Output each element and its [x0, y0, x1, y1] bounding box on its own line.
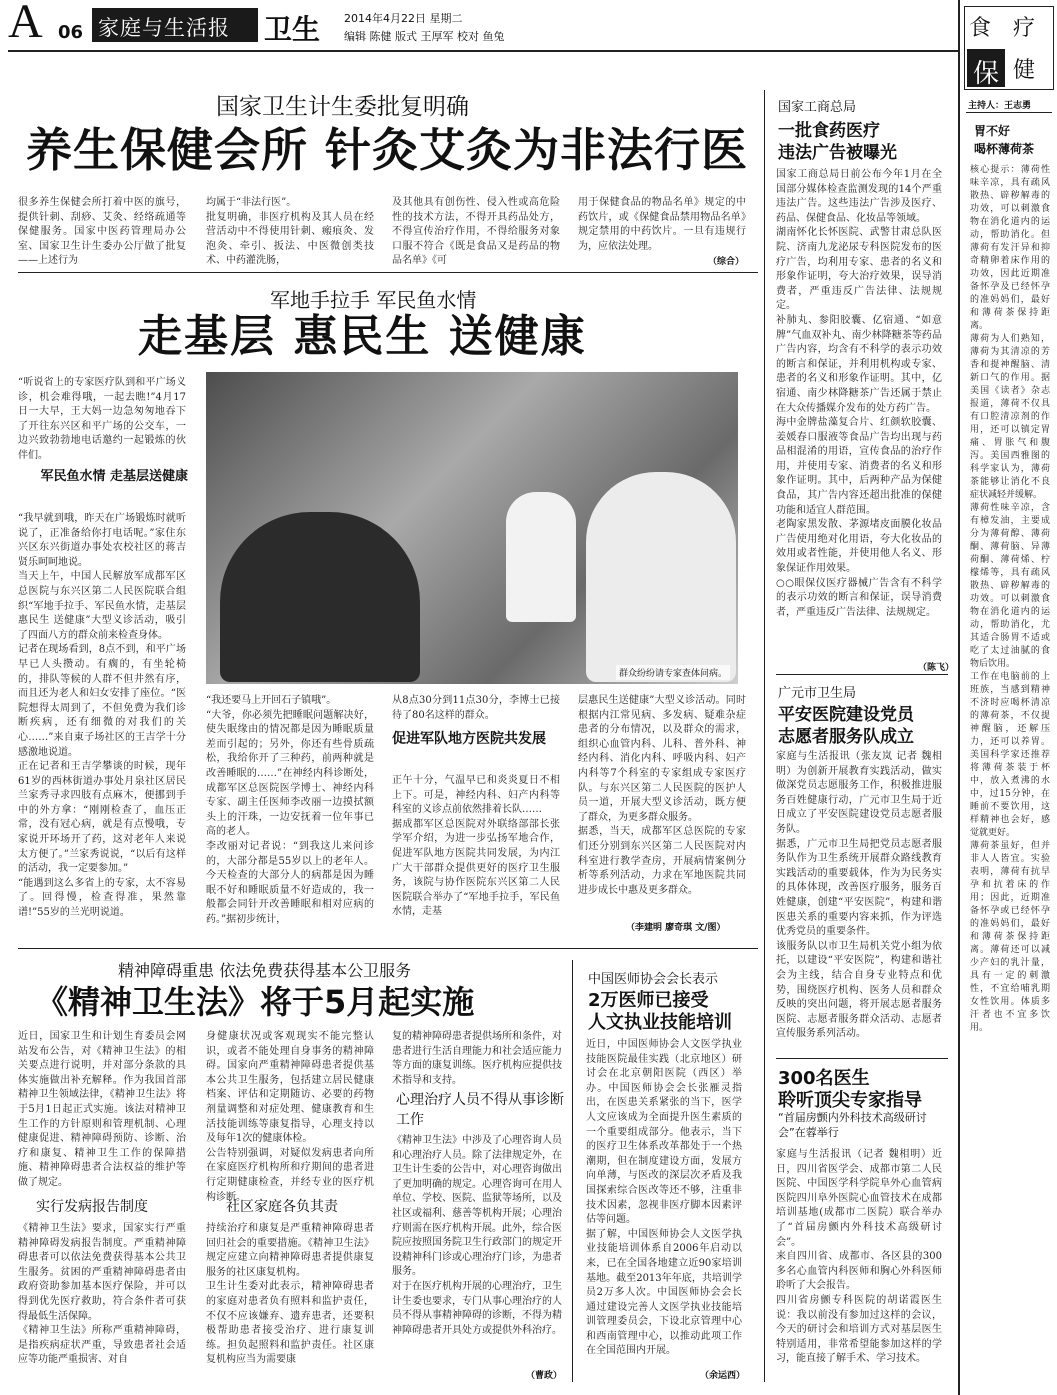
- article7-body: 家庭与生活报讯（记者 魏相明）近日，四川省医学会、成都市第二人民医院、中国医学科学院阜外心血管病医院四川阜外医院心血管技术在成都培训基地(成都市二医院）联合举办了“首届房颤内外科技术高级研讨会”。 来自四川省、成都市、各区县的300多名心血管内科医师和胸心外科医师聆听了大会报告。 四川省房颤专科医院的胡诺霞医生说：我以前没有参加过这样的会议，今天的研讨会和培训方式对基层医生特别适用，非常希望能参加这样的学习，能直接了解手术、学习技术。: [776, 1149, 942, 1365]
- masthead: [0, 0, 960, 50]
- article7-headline-line2: 聆听顶尖专家指导: [778, 1090, 922, 1111]
- paper-name-box: [92, 8, 258, 42]
- article6-kicker: 广元市卫生局: [778, 686, 857, 701]
- article7-deck: “首届房颤内外科技术高级研讨会”在蓉举行: [778, 1111, 927, 1139]
- masthead-rule: [8, 50, 958, 52]
- rule-a2-bottom: [18, 948, 758, 949]
- article3-col-2: 身健康状况或客观现实不能完整认识，或者不能处理自身事务的精神障碍。国家向严重精神障碍患者提供基本公共卫生服务，包括建立居民健康档案、评估和定期随访、必要的药物剂量调整和对症处理、健康教育和生活技能训练等康复指导，心理支持以及每年1次的健康体检。 公告特别强调，对疑似发病患者向所在家庭医疗机构所和疗期间的患者进行定期健康检查，并经专业的医疗机构诊断。: [206, 1031, 374, 1203]
- sidebar-host: 主持人：王志勇: [968, 101, 1032, 111]
- article1-signoff: （综合）: [708, 257, 745, 267]
- article3-signoff: （曹政）: [526, 1371, 563, 1381]
- article3-kicker: 精神障碍重患 依法免费获得基本公卫服务: [118, 961, 412, 980]
- article3-subhead-3: 心理治疗人员不得从事诊断工作: [396, 1092, 564, 1128]
- article3-col-3-top: 复的精神障碍患者提供场所和条件，对患者进行生活自理能力和社会适应能力等方面的康复训练。医疗机构应提供技术指导和支持。: [392, 1031, 562, 1086]
- article1-col-3: 及其他具有创伤性、侵入性或高危险性的技术方法，不得开具药品处方，不得宣传治疗作用，不得给服务对象口服不符合《既是食品又是药品的物品名单》《可: [392, 197, 560, 267]
- article2-signoff: （李建明 廖奇琪 文/图）: [626, 923, 726, 933]
- article6-headline-line2: 志愿者服务队成立: [778, 727, 914, 747]
- clinic-photo: [206, 372, 738, 684]
- sidebar-logo: [964, 6, 1054, 90]
- article3-subhead-2: 社区家庭各负其责: [226, 1199, 338, 1215]
- article1-kicker: 国家卫生计生委批复明确: [216, 94, 469, 120]
- rule-a1-bottom: [18, 272, 758, 273]
- article2-col-3-top: 从8点30分到11点30分，李博士已接待了80名这样的群众。: [392, 695, 560, 721]
- photo-figure-nurse: [506, 492, 576, 622]
- article3-headline: 《精神卫生法》将于5月起实施: [36, 983, 475, 1021]
- article2-col-2: “我还要马上开回石子镇哦”。 “大爷，你必须先把睡眠问题解决好，使失眠缘由的情况都是因为睡眠质量差而引起的；另外，你还有些骨质疏松，我给你开了三种药，前两种就是改善睡眠的……”在神经内科诊断处，成都军区总医院医学博士、神经内科专家、副主任医师李改丽一边摸拭额头上的汗珠，一边安抚着一位年事已高的老人。 李改丽对记者说：“到我这儿来问诊的，大部分都是55岁以上的老年人。今天检查的大部分人的病都是因为睡眠不好和睡眠质量不好造成的，我一般都会同针开改善睡眠和相对应病的药。”据初步统计，: [206, 695, 374, 925]
- article6-headline-line1: 平安医院建设党员: [778, 705, 914, 725]
- article5-headline-line1: 一批食药医疗: [778, 121, 880, 141]
- article5-kicker: 国家工商总局: [778, 100, 857, 115]
- article2-col-3: 正午十分，气温早已和炎炎夏日不相上下。可是，神经内科、妇产内科等科室的义诊点前依然排着长队…… 据成都军区总医院对外联络部部长张学军介绍，为进一步弘扬军地合作，促进军队地方医院共同发展，为内江广大干部群众提供更好的医疗卫生服务，该院与协作医院东兴区第二人民医院联合举办了“军地手拉手，军民鱼水情，走基: [392, 775, 560, 918]
- article3-col-1b: 《精神卫生法》要求，国家实行严重精神障碍发病报告制度。严重精神障碍患者可以依法免费获得基本公共卫生服务。贫困的严重精神障碍患者由政府资助参加基本医疗保险，并可以得到优先医疗救助，符合条件者可获得最低生活保障。 《精神卫生法》所称严重精神障碍，是指疾病症状严重，导致患者社会适应等功能严重损害、对自: [18, 1223, 186, 1366]
- article2-subhead-1: 军民鱼水情 走基层送健康: [40, 469, 188, 484]
- sidebar-title-line2: 喝杯薄荷茶: [974, 142, 1035, 156]
- article2-intro: “听说省上的专家医疗队到和平广场义诊，机会难得哦，一起去瞧!”4月17日一大早，王大妈一边急匆匆地吞下了开往东兴区和平广场的公交车，一边兴致勃勃地电话邀约一起锻炼的伙伴们。: [18, 377, 186, 461]
- logo-char-bao-box: [967, 49, 1005, 87]
- rule-a5-bottom: [776, 674, 948, 675]
- article7-headline-line1: 300名医生: [778, 1068, 870, 1089]
- article1-headline: 养生保健会所 针灸艾灸为非法行医: [26, 123, 749, 177]
- logo-char-jian: 健: [1013, 58, 1036, 83]
- photo-figure-doctor: [586, 472, 736, 682]
- article1-col-4: 用于保健食品的物品名单》规定的中药饮片，或《保健食品禁用物品名单》规定禁用的中药饮片。一旦有违规行为，应依法处理。: [578, 197, 746, 252]
- article2-kicker: 军地手拉手 军民鱼水情: [270, 288, 477, 312]
- article4-headline-line2: 人文执业技能培训: [588, 1012, 732, 1033]
- editorial-staff: 编辑 陈健 版式 王厚军 校对 鱼兔: [344, 30, 505, 43]
- article3-col-3: 《精神卫生法》中涉及了心理咨询人员和心理治疗人员。除了法律规定外，在卫生计生委的公告中，对心理咨询做出了更加明确的规定。心理咨询可在用人单位、学校、医院、监狱等场所，以及社区或福利、慈善等机构开展；心理治疗则需在医疗机构开展。此外，综合医院应按照国务院卫生行政部门的规定开设精神科门诊或心理治疗门诊，为患者服务。 对于在医疗机构开展的心理治疗，卫生计生委也要求，专门从事心理治疗的人员不得从事精神障碍的诊断，不得为精神障碍患者开具处方或提供外科治疗。: [392, 1135, 562, 1336]
- article4-headline-line1: 2万医师已接受: [588, 990, 709, 1011]
- photo-caption: 群众纷纷请专家查体问病。: [616, 665, 730, 680]
- logo-char-bao: 保: [973, 59, 1000, 89]
- article4-signoff: （余运西）: [700, 1371, 746, 1381]
- sidebar-rule: [966, 112, 1052, 113]
- article3-col-2b: 持续治疗和康复是严重精神障碍患者回归社会的重要措施。《精神卫生法》规定应建立向精神障碍患者提供康复服务的社区康复机构。 卫生计生委对此表示，精神障碍患者的家庭对患者负有照料和监护责任，不仅不应该嫌弃、遗弃患者，还要积极帮助患者接受治疗、进行康复训练。担负起照料和监护责任。社区康复机构应当为需要康: [206, 1223, 374, 1366]
- section-title: 卫生: [264, 13, 321, 46]
- article3-col-1: 近日，国家卫生和计划生育委员会网站发布公告，对《精神卫生法》的相关要点进行说明，并对部分条款的具体实施做出补充解释。作为我国首部精神卫生领域法律，《精神卫生法》将于5月1日起正式实施。该法对精神卫生工作的方针原则和管理机制、心理健康促进、精神障碍预防、诊断、治疗和康复、精神卫生工作的保障措施、精神障碍患者合法权益的维护等做了规定。: [18, 1031, 186, 1188]
- article2-subhead-2: 促进军队地方医院共发展: [392, 731, 546, 747]
- article2-col-4: 层惠民生送健康”大型义诊活动。同时根据内江常见病、多发病、疑难杂症患者的分布情况，以及群众的需求，组织心血管内科、儿科、普外科、神经内科、消化内科、呼吸内科、妇产内科等7个科室的专家组成专家医疗队。与东兴区第二人民医院的医护人员一道，开展大型义诊活动，既方便了群众，为更多群众服务。 据悉，当天，成都军区总医院的专家们还分别到东兴区第二人民医院对内科室进行教学查房，开展病情案例分析等系列活动，力求在军地医院共同进步成长中惠及更多群众。: [578, 695, 746, 896]
- article1-col-1: 很多养生保健会所打着中医的旗号，提供针刺、刮痧、艾灸、经络疏通等保健服务。国家中医药管理局办公室、国家卫生计生委办公厅做了批复——上述行为: [18, 197, 186, 267]
- article4-kicker: 中国医师协会会长表示: [588, 972, 719, 987]
- article6-body: 家庭与生活报讯（张友岚 记者 魏相明）为创新开展教育实践活动，做实做深党员志愿服务工作，积极推进服务百姓健康行动，广元市卫生局于近日成立了平安医院建设党员志愿者服务队。 据悉，广元市卫生局把党员志愿者服务队作为卫生系统开展群众路线教育实践活动的重要载体，作为为民务实的具体体现，改善医疗服务，服务百姓健康，创建“平安医院”，构建和谐医患关系的重要内容来抓，作为评选优秀党员的重要条件。 该服务队以市卫生局机关党小组为依托，以建设“平安医院”，构建和谐社会为主线，结合自身专业特点和优势，围绕医疗机构、医务人员和群众反映的突出问题，将开展志愿者服务医院、志愿者服务群众活动、志愿者宣传服务系列活动。: [776, 751, 942, 1040]
- sidebar-title-line1: 胃不好: [974, 124, 1011, 138]
- article1-col-2: 均属于“非法行医”。 批复明确，非医疗机构及其人员在经营活动中不得使用针刺、瘢痕灸、发泡灸、牵引、扳法、中医微创类技术、中药灌洗肠，: [206, 197, 374, 267]
- page-number: 06: [58, 22, 84, 43]
- article2-col-1: “我早就到哦，昨天在广场锻炼时就听说了，正准备给你打电话呢。”家住东兴区东兴街道办事处农校社区的蒋吉贤乐呵呵地说。 当天上午，中国人民解放军成都军区总医院与东兴区第二人民医院联合组织“军地手拉手、军民鱼水情，走基层 惠民生 送健康”大型义诊活动，吸引了四面八方的群众前来检查身体。 记者在现场看到，8点不到，和平广场早已人头攒动。有瘸的，有坐轮椅的，排队等候的人群不但井然有序，而且还为老人和妇女安排了座位。“医院想得太周到了，不但免费为我们诊断疾病，还有细微的对我们的关心……”来自東子场社区的王吉学十分感激地说道。 正在记者和王吉学攀谈的时候，现年61岁的西林街道办事处月泉社区居民兰家秀寻求四肢有点麻木，便挪到手中的外方拿：“刚刚检查了，血压正常，没有冠心病，就是有点慢哦，专家说开环场开了药，这对老年人来说太方便了。”兰家秀说说，“以后有这样的活动，我一定要参加。” “能遇到这么多省上的专家，太不容易了。回得慢，检查得准，果然靠谱!”55岁的兰光明说道。: [18, 513, 186, 919]
- rule-a4-left: [572, 960, 573, 1382]
- article5-headline-line2: 违法广告被曝光: [778, 143, 897, 163]
- page-letter: A: [8, 0, 43, 48]
- article4-body: 近日，中国医师协会人文医学执业技能医院最佳实践（北京地区）研讨会在北京朝阳医院（西区）举办。中国医师协会会长张雁灵指出，在医患关系紧张的当下，医学人文应该成为全面提升医生素质的一个重要组成部分。他表示，当下的医疗卫生体系改革都处于一个热潮期，但在制度建设方面，发展方向单薄，与医改的深层次矛盾及我国探索综合医改等还不够，注重非技术因素，忽视非医疗脚本因素评估等问题。 据了解，中国医师协会人文医学执业技能培训体系自2006年启动以来，已在全国各地建立近90家培训基地。截至2013年年底，共培训学员2万多人次。中国医师协会会长通过建设完善人文医学执业技能培训管理委员会，下设北京管理中心和西南管理中心，以推动此项工作在全国范围内开展。: [586, 1039, 742, 1357]
- rule-a6-bottom: [776, 1058, 948, 1059]
- article5-signoff: （陈飞）: [918, 663, 955, 673]
- logo-char-shi: 食: [969, 16, 992, 41]
- page-divider: [958, 0, 960, 1395]
- article3-subhead-1: 实行发病报告制度: [36, 1199, 148, 1215]
- issue-date: 2014年4月22日 星期二: [344, 12, 463, 25]
- logo-char-liao: 疗: [1013, 16, 1036, 41]
- article2-headline: 走基层 惠民生 送健康: [138, 311, 587, 362]
- sidebar-body: 核心提示：薄荷性味辛凉，具有疏风散热、辟秽解毒的功效，可以刺激食物在消化道内的运动，帮助消化。但薄荷有发汗异和抑奇精卵着床作用的功效，因此近期准备怀孕及已经怀孕的准妈妈们，最好和薄荷茶保持距离。 薄荷为人们熟知，薄荷为其清凉的芳香和提神醒脑、清新口气的作用。据美国《读者》杂志报道，薄荷不仅具有口腔清凉剂的作用，还可以镇定胃痛、胃胀气和腹泻。美国西雅图的科学家认为，薄荷茶能够让消化不良症状减轻并缓解。 薄荷性味辛凉，含有樟发油，主要成分为薄荷醇、薄荷酮、薄荷脑、异薄荷酮、薄荷烯、柠檬烯等，具有疏风散热、辟秽解毒的功效。可以刺激食物在消化道内的运动，帮助消化，尤其适合肠胃不适或吃了太过油腻的食物后饮用。 工作在电脑前的上班族，当感到精神不济时应喝杯清凉的薄荷茶，不仅提神醒脑，还解压力，还可以养胃。美国科学家还推荐将薄荷茶装于杯中，放入煮沸的水中，过15分钟，在睡前不要饮用，这样精神也会好，感觉就更好。 薄荷茶虽好，但并非人人皆宜。实验表明，薄荷有抗早孕和抗着床的作用；因此，近期准备怀孕或已经怀孕的准妈妈们，最好和薄荷茶保持距离。薄荷还可以减少产妇的乳汁量，具有一定的刺激性，不宜给哺乳期女性饮用。体质多汗者也不宜多饮用。: [970, 165, 1050, 1033]
- article5-body: 国家工商总局日前公布今年1月在全国部分媒体检查监测发现的14个严重违法广告。这些违法广告涉及医疗、药品、保健食品、化妆品等领域。 湖南怀化长怀医院、武警甘肃总队医院、济南九龙泌尿专科医院发布的医疗广告，均利用专家、患者的名义和形象作证明，夸大治疗效果，误导消费者，严重违反广告法律、法规规定。 补肺丸、参阳胶囊、亿宿通、“如意牌”气血双补丸、南少林降糖茶等药品广告内容，均含有不科学的表示功效的断言和保证，并利用机构或专家、患者的名义和形象作证明。其中，亿宿通、南少林降糖茶广告还属于禁止在大众传播媒介发布的处方药广告。 海中金牌盐藻复合片、红颜软胶囊、姜媛春口服液等食品广告均出现与药品相混淆的用语，宣传食品的治疗作用，并使用专家、消费者的名义和形象作证明。其中，后两种产品为保健食品，其广告内容还超出批准的保健功能和适宜人群范围。 老陶家黑发散、茅源堵皮面膜化妆品广告使用绝对化用语，夸大化妆品的效用或者性能，并使用他人名义、形象保证作用效果。 ○○眼保仪医疗器械广告含有不科学的表示功效的断言和保证，误导消费者，严重违反广告法律、法规规定。: [776, 169, 942, 618]
- photo-figure-left: [220, 512, 420, 682]
- rule-right-col: [764, 90, 765, 1382]
- paper-name: 家庭与生活报: [98, 16, 230, 40]
